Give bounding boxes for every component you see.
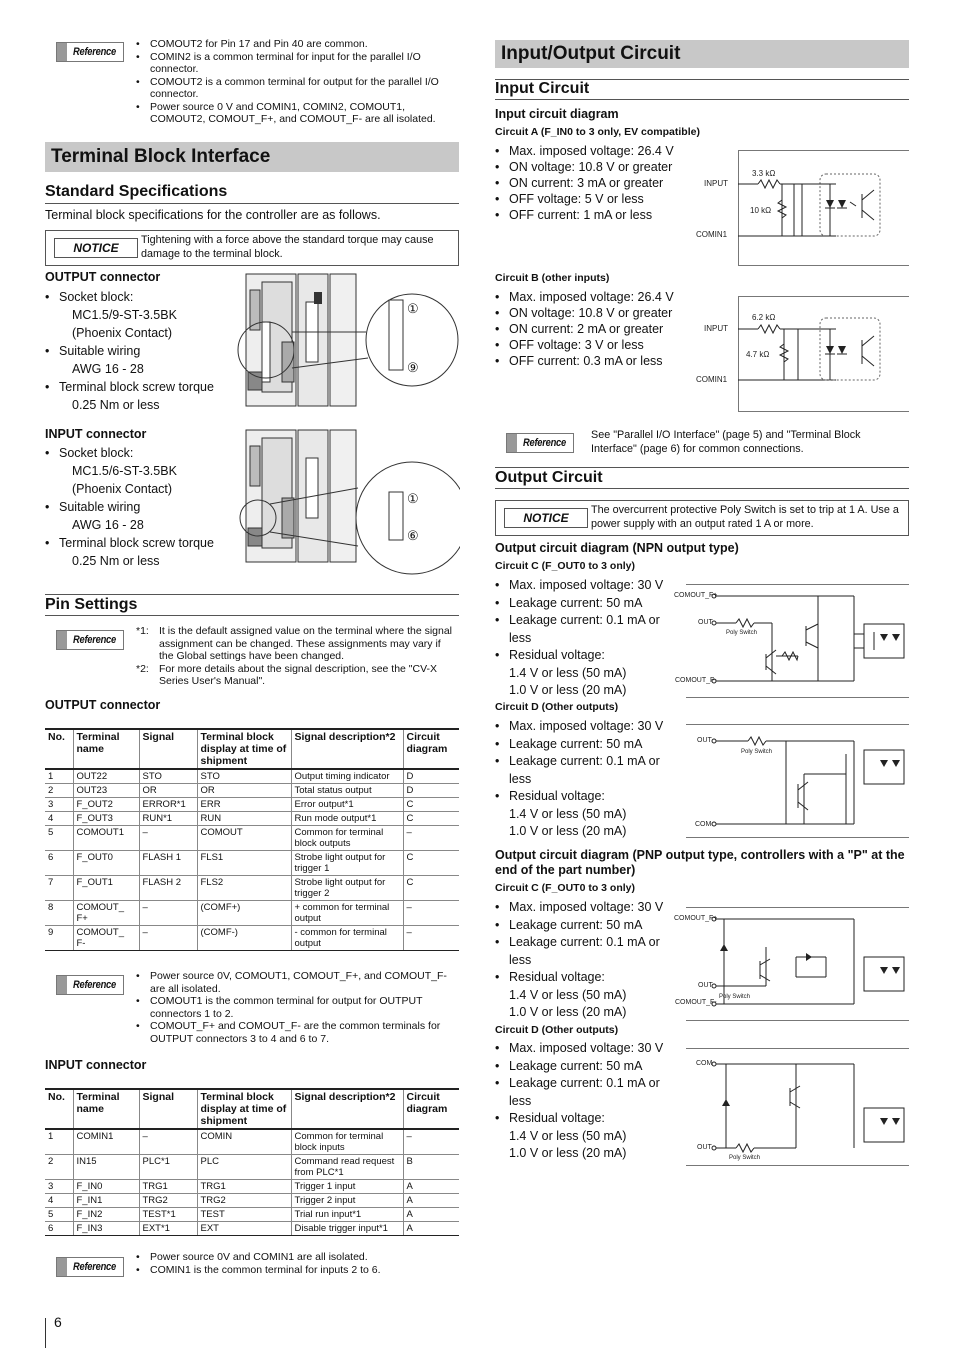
table-row: 2 IN15 PLC*1 PLC Command read request from PLC*1 B [45, 1155, 459, 1180]
terminal-block-title: Terminal Block Interface [45, 142, 459, 172]
io-circuit-title: Input/Output Circuit [495, 40, 909, 68]
table-row: 4 F_IN1 TRG2 TRG2 Trigger 2 input A [45, 1194, 459, 1208]
pnp-c-specs: • Max. imposed voltage: 30 V • Leakage current: 50 mA • Leakage current: 0.1 mA or less • Residual voltage: 1.4 V or less (50 mA) 1.0 V or less (20 mA) [495, 899, 670, 1022]
output-table-heading: OUTPUT connector [45, 698, 161, 712]
input-connector-table: No. Terminal name Signal Terminal block display at time of shipment Signal description*2 Circuit diagram 1 COMIN1 – COMIN Common for terminal block inputs – 2 IN15 PLC*1 PLC Command read request from PLC*1 B 3 F_IN0 TRG1 TRG1 Trigger 1 input A 4 F_IN1 TRG2 TRG2 Trigger 2 input A 5 F_IN2 TEST*1 TEST Trial run input*1 A 6 F_IN3 EXT*1 EXT Disable trigger input*1 A [45, 1088, 459, 1236]
table-row: 5 COMOUT1 – COMOUT Common for terminal block outputs – [45, 826, 459, 851]
npn-heading: Output circuit diagram (NPN output type) [495, 541, 739, 555]
table-row: 3 F_OUT2 ERROR*1 ERR Error output*1 C [45, 798, 459, 812]
table-row: 4 F_OUT3 RUN*1 RUN Run mode output*1 C [45, 812, 459, 826]
table-row: 2 OUT23 OR OR Total status output D [45, 784, 459, 798]
npn-d-drawing [686, 724, 909, 838]
table-row: 3 F_IN0 TRG1 TRG1 Trigger 1 input A [45, 1180, 459, 1194]
pnp-d-specs: • Max. imposed voltage: 30 V • Leakage current: 50 mA • Leakage current: 0.1 mA or less • Residual voltage: 1.4 V or less (50 mA) 1.0 V or less (20 mA) [495, 1040, 670, 1163]
circuit-b-heading: Circuit B (other inputs) [495, 272, 610, 284]
std-intro: Terminal block specifications for the controller are as follows. [45, 208, 381, 222]
table-row: 6 F_IN3 EXT*1 EXT Disable trigger input*1 A [45, 1222, 459, 1236]
reference-badge: Reference [56, 975, 124, 995]
notice-badge: NOTICE [504, 508, 588, 528]
table-row: 1 COMIN1 – COMIN Common for terminal block inputs – [45, 1129, 459, 1155]
pnp-circuit-d-heading: Circuit D (Other outputs) [495, 1024, 619, 1036]
page-number: 6 [54, 1314, 62, 1330]
npn-circuit-c-heading: Circuit C (F_OUT0 to 3 only) [495, 560, 636, 572]
npn-circuit-d-heading: Circuit D (Other outputs) [495, 701, 619, 713]
table-row: 1 OUT22 STO STO Output timing indicator D [45, 769, 459, 784]
input-table-heading: INPUT connector [45, 1058, 147, 1072]
pin-notes: *1: It is the default assigned value on the terminal where the signal assignment can be changed. These assignments may vary if the Global settings have been changed. *2: For more details about the signal description, see the "CV-X Series User's Manual". [136, 625, 453, 687]
pnp-heading: Output circuit diagram (PNP output type, controllers with a "P" at the end of the part number) [495, 848, 905, 877]
output-circuit-heading: Output Circuit [495, 469, 603, 486]
pnp-circuit-c-heading: Circuit C (F_OUT0 to 3 only) [495, 882, 636, 894]
input-reference-list: • Power source 0V and COMIN1 are all isolated. • COMIN1 is the common terminal for inputs 2 to 6. [136, 1251, 458, 1276]
circuit-b-specs: • Max. imposed voltage: 26.4 V • ON voltage: 10.8 V or greater • ON current: 2 mA or greater • OFF voltage: 3 V or less • OFF current: 0.3 mA or less [495, 289, 695, 369]
circuit-a-specs: • Max. imposed voltage: 26.4 V • ON voltage: 10.8 V or greater • ON current: 3 mA or greater • OFF voltage: 5 V or less • OFF current: 1 mA or less [495, 143, 695, 223]
table-row: 5 F_IN2 TEST*1 TEST Trial run input*1 A [45, 1208, 459, 1222]
notice-box: NOTICE Tightening with a force above the standard torque may cause damage to the terminal block. [45, 230, 459, 266]
controller-output-illustration [234, 272, 460, 410]
output-connector-specs: • Socket block: MC1.5/9-ST-3.5BK (Phoenix Contact) • Suitable wiring AWG 16 - 28 • Terminal block screw torque 0.25 Nm or less [45, 290, 214, 412]
input-circuit-diagram-heading: Input circuit diagram [495, 107, 619, 121]
output-notice-box: NOTICE The overcurrent protective Poly Switch is set to trip at 1 A. Use a power supply with an output rated 1 A or more. [495, 500, 909, 536]
table-row: 8 COMOUT_ F+ – (COMF+) + common for terminal output – [45, 901, 459, 926]
table-row: 7 F_OUT1 FLASH 2 FLS2 Strobe light output for trigger 2 C [45, 876, 459, 901]
see-reference-text: See "Parallel I/O Interface" (page 5) and "Terminal Block Interface" (page 6) for common connections. [591, 429, 861, 455]
circuit-a-heading: Circuit A (F_IN0 to 3 only, EV compatible) [495, 126, 700, 138]
reference-badge: Reference [506, 433, 574, 453]
pin-settings-heading: Pin Settings [45, 596, 138, 613]
reference-badge: Reference [56, 42, 124, 62]
input-circuit-heading: Input Circuit [495, 80, 590, 97]
output-connector-table: No. Terminal name Signal Terminal block display at time of shipment Signal description*2 Circuit diagram 1 OUT22 STO STO Output timing indicator D 2 OUT23 OR OR Total status output D 3 F_OUT2 ERROR*1 ERR Error output*1 C 4 F_OUT3 RUN*1 RUN Run mode output*1 C 5 COMOUT1 – COMOUT Common for terminal block outputs – 6 F_OUT0 FLASH 1 FLS1 Strobe light output for trigger 1 C 7 F_OUT1 FLASH 2 FLS2 Strobe light output for trigger 2 C 8 COMOUT_ F+ – (COMF+) + common for terminal output – 9 COMOUT_ F- – (COMF-) - common for terminal output – [45, 728, 459, 951]
reference-badge: Reference [56, 1257, 124, 1277]
input-connector-specs: • Socket block: MC1.5/6-ST-3.5BK (Phoenix Contact) • Suitable wiring AWG 16 - 28 • Terminal block screw torque 0.25 Nm or less [45, 446, 214, 568]
input-connector-heading: INPUT connector [45, 427, 147, 441]
pnp-c-drawing [686, 907, 909, 1021]
table-row: 9 COMOUT_ F- – (COMF-) - common for terminal output – [45, 926, 459, 951]
controller-input-illustration [234, 428, 460, 576]
standard-spec-heading: Standard Specifications [45, 183, 228, 200]
output-connector-heading: OUTPUT connector [45, 270, 161, 284]
reference-badge: Reference [56, 630, 124, 650]
npn-c-drawing [686, 584, 909, 698]
output-reference-list: • Power source 0V, COMOUT1, COMOUT_F+, and COMOUT_F- are all isolated. • COMOUT1 is the common terminal for output for OUTPUT connectors 1 to 2. • COMOUT_F+ and COMOUT_F- are the common terminals for OUTPUT connectors 3 to 4 and 6 to 7. [136, 970, 458, 1045]
npn-c-specs: • Max. imposed voltage: 30 V • Leakage current: 50 mA • Leakage current: 0.1 mA or less • Residual voltage: 1.4 V or less (50 mA) 1.0 V or less (20 mA) [495, 577, 670, 700]
pnp-d-drawing [686, 1048, 909, 1166]
npn-d-specs: • Max. imposed voltage: 30 V • Leakage current: 50 mA • Leakage current: 0.1 mA or less • Residual voltage: 1.4 V or less (50 mA) 1.0 V or less (20 mA) [495, 718, 670, 841]
notice-badge: NOTICE [54, 238, 138, 258]
top-reference-list: • COMOUT2 for Pin 17 and Pin 40 are common. • COMIN2 is a common terminal for input for the parallel I/O connector. • COMOUT2 is a common terminal for output for the parallel I/O connector. • Power source 0 V and COMIN1, COMIN2, COMOUT1, COMOUT2, COMOUT_F+, and COMOUT_F- are all isolated. [136, 38, 458, 126]
table-row: 6 F_OUT0 FLASH 1 FLS1 Strobe light output for trigger 1 C [45, 851, 459, 876]
